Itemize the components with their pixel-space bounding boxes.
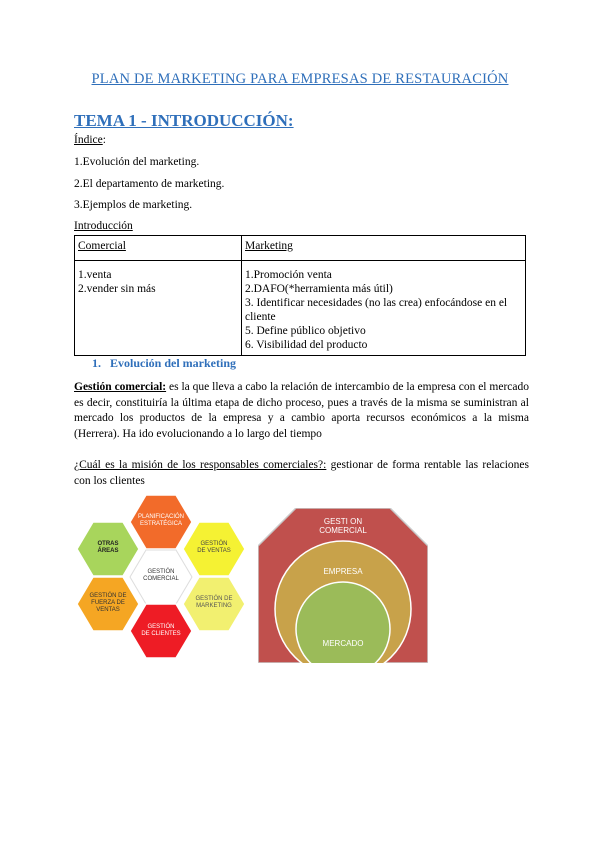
marketing-item-5: 6. Visibilidad del producto [245,339,368,351]
comercial-item-2: 2.vender sin más [78,283,156,295]
header-comercial: Comercial [78,240,126,252]
section-number: 1. [92,356,101,370]
hex-label-top: PLANIFICACIÓN ESTRATÉGICA [137,514,184,527]
paragraph-lead: Gestión comercial: [74,381,167,393]
marketing-item-4: 5. Define público objetivo [245,325,366,337]
paragraph-lead: ¿Cuál es la misión de los responsables comerciales?: [74,459,327,471]
table-header-cell [75,236,242,261]
document-title: PLAN DE MARKETING PARA EMPRESAS DE RESTAURACIÓN [91,71,509,87]
marketing-item-3: 3. Identificar necesidades (no las crea) enfocándose en el cliente [245,297,508,323]
marketing-item-1: 1.Promoción venta [245,269,332,281]
circle-label-inner: MERCADO [322,639,364,648]
table-cell-marketing [242,261,526,356]
hex-label-lower-left: GESTIÓN DE FUERZA DE VENTAS [89,593,127,613]
comercial-item-1: 1.venta [78,269,112,281]
comparison-table [74,235,526,356]
section-heading-tema: TEMA 1 - INTRODUCCIÓN: [74,111,294,130]
index-label-text: Índice [74,134,103,146]
paragraph-mision [74,458,529,489]
hex-label-lower-right: GESTIÓN DE MARKETING [195,596,233,609]
hex-label-upper-right: GESTIÓN DE VENTAS [197,541,231,554]
index-label-colon: : [102,134,106,146]
circle-label-middle: EMPRESA [323,567,363,576]
table-header-cell [242,236,526,261]
paragraph-text: es la que lleva a cabo la relación de intercambio de la empresa con el mercado es decir, constituiría la última etapa de dicho proceso, pues a través de la misma se suministran al mercado los productos de la empresa y a cambio aporta recursos económicos a la misma (Herrera). Ha ido evolucionando a lo largo del tiempo [74,381,529,440]
hex-label-upper-left: OTRAS ÁREAS [97,541,119,554]
circle-label-outer: GESTI ON COMERCIAL [319,517,367,535]
section-heading-evolucion [92,356,236,371]
hex-label-center: GESTIÓN COMERCIAL [143,569,179,582]
index-label [74,134,106,146]
header-marketing: Marketing [245,240,293,252]
marketing-item-2: 2.DAFO(*herramienta más útil) [245,283,393,295]
section-title: Evolución del marketing [110,356,237,370]
index-item-1: 1.Evolución del marketing. [74,156,200,168]
intro-label: Introducción [74,220,133,232]
paragraph-text: gestionar de forma rentable las relaciones con los clientes [74,459,530,487]
table-row [75,261,526,356]
index-item-2: 2.El departamento de marketing. [74,178,225,190]
hex-label-bottom: GESTIÓN DE CLIENTES [141,624,181,637]
index-item-3: 3.Ejemplos de marketing. [74,199,193,211]
table-header-row [75,236,526,261]
table-cell-comercial [75,261,242,356]
paragraph-gestion-comercial [74,380,529,442]
